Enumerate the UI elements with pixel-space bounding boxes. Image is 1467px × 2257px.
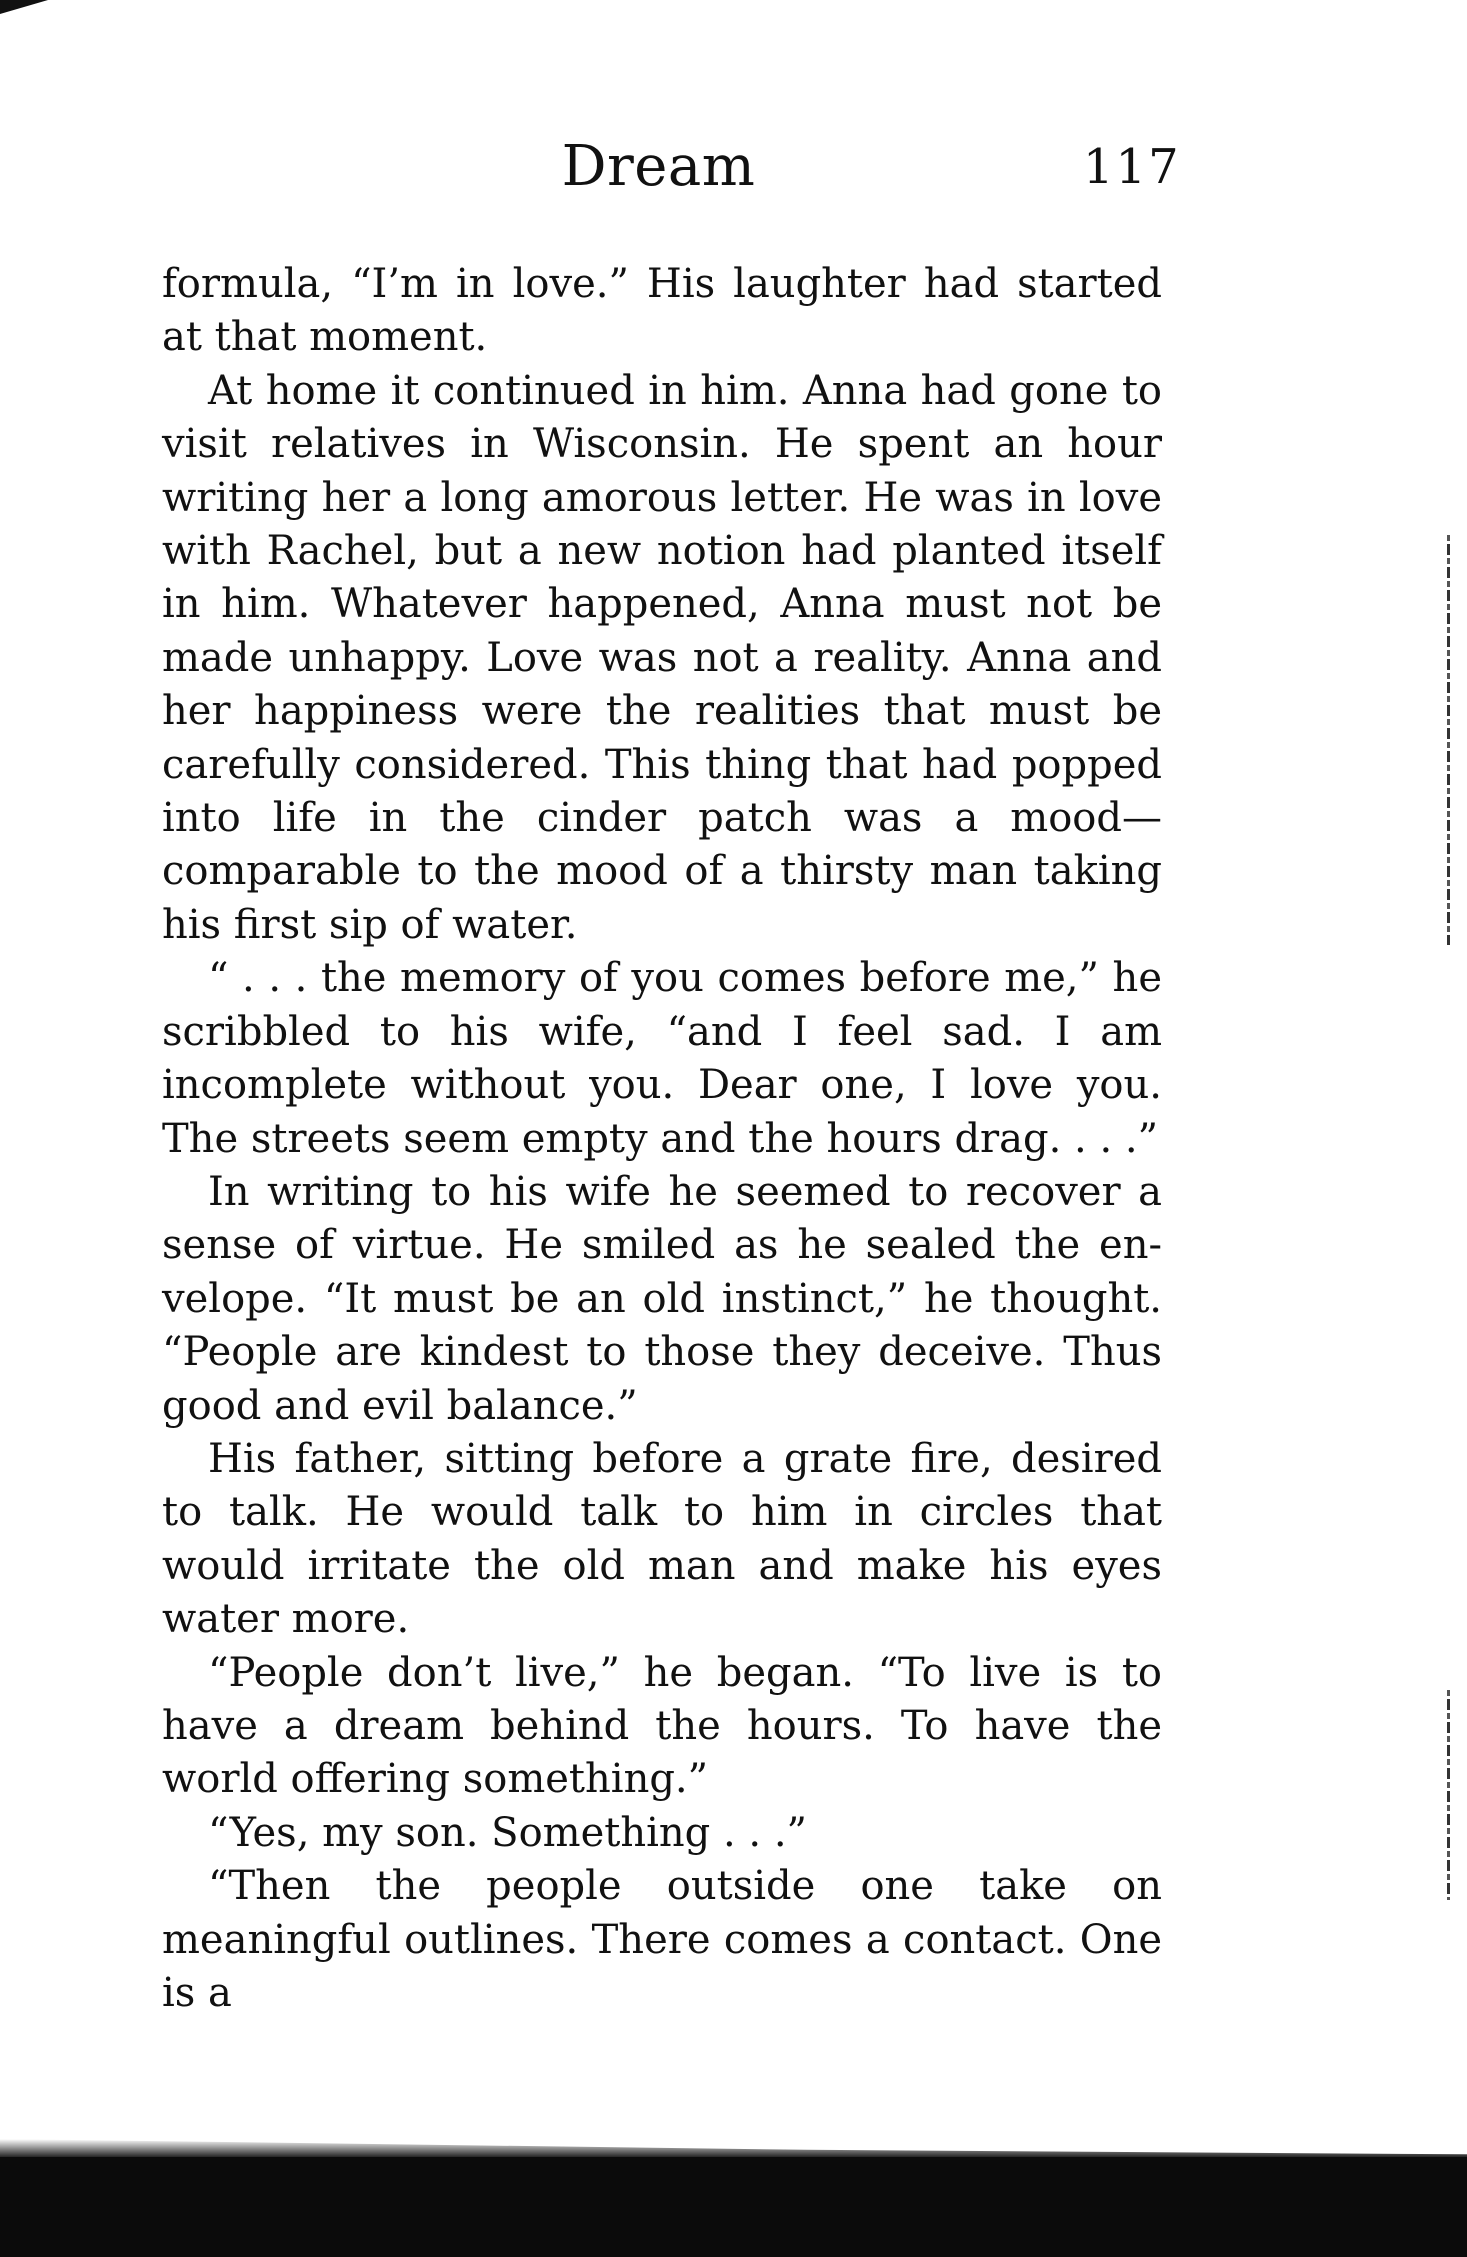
running-title: Dream: [561, 134, 756, 199]
paragraph: At home it continued in him. Anna had gone to visit relatives in Wisconsin. He spent an hour writing her a long amorous letter. He was in love with Rachel, but a new notion had planted itself in him. Whatever happened, Anna must not be made unhappy. Love was not a reality. Anna and her happiness were the realities that must be carefully considered. This thing that had popped into life in the cinder patch was a mood—comparable to the mood of a thirsty man taking his first sip of water.: [162, 367, 1162, 948]
paragraph: “Then the people outside one take on meaningful outlines. There comes a contact. One is a: [162, 1863, 1162, 2016]
running-head: [0, 132, 1467, 202]
paragraph: His father, sitting before a grate fire, desired to talk. He would talk to him in circles that would irritate the old man and make his eyes water more.: [162, 1435, 1162, 1643]
margin-scan-artifact: [1447, 535, 1450, 945]
page-bottom-edge: [0, 2157, 1467, 2257]
page-number: 117: [1083, 139, 1181, 195]
corner-scan-mark: [0, 0, 48, 14]
paragraph: “People don’t live,” he began. “To live is to have a dream behind the hours. To have the world offering something.”: [162, 1649, 1162, 1803]
body-text: [162, 258, 1162, 2020]
page-edge-shadow: [0, 2139, 1467, 2157]
paragraph: formula, “I’m in love.” His laughter had started at that moment.: [162, 261, 1162, 361]
paragraph: “ . . . the memory of you comes before me,” he scribbled to his wife, “and I feel sad. I am incomplete without you. Dear one, I love you. The streets seem empty and the hours drag. . . .”: [162, 955, 1162, 1162]
margin-scan-artifact: [1447, 1690, 1450, 1900]
paragraph: “Yes, my son. Something . . .”: [208, 1809, 807, 1856]
paragraph: In writing to his wife he seemed to recover a sense of virtue. He smiled as he sealed the envelope. “It must be an old instinct,” he thought. “People are kindest to those they deceive. Thus good and evil balance.”: [162, 1168, 1162, 1429]
